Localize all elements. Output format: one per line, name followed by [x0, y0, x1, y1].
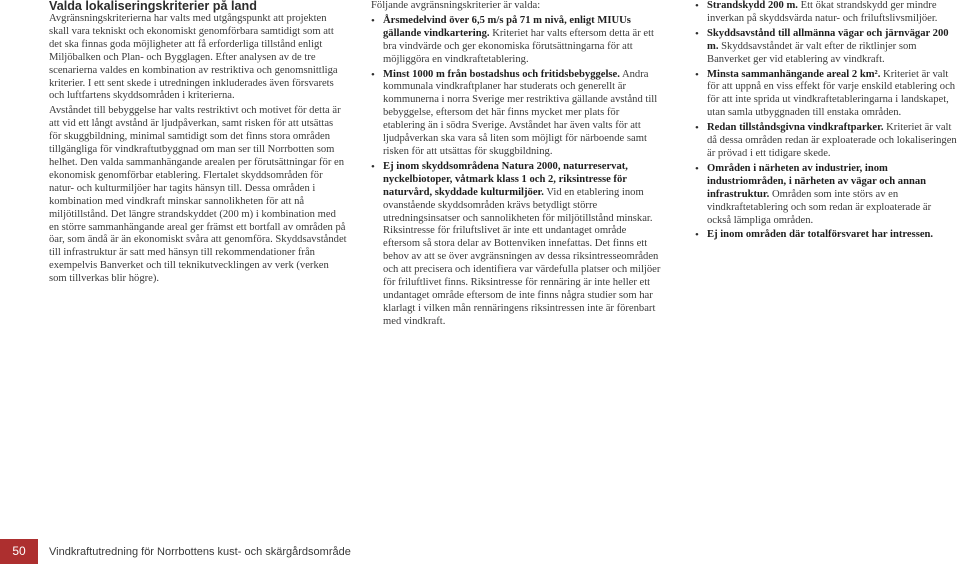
column-right: [695, 0, 957, 244]
criteria-list-item: [695, 28, 957, 67]
page-number: 50: [0, 539, 38, 564]
bullet-icon: •: [695, 229, 699, 242]
criteria-intro: Följande avgränsningskriterier är valda:: [371, 0, 541, 11]
criteria-title: Skyddsavstånd till allmänna vägar och järnvägar 200 m.: [707, 27, 949, 52]
criteria-list-item: [695, 163, 957, 228]
bullet-icon: •: [695, 0, 699, 12]
page-footer: [0, 539, 960, 564]
criteria-text: Områden som inte störs av en vindkraftetablering och som redan är exploaterade är också lämpliga områden.: [707, 188, 932, 226]
criteria-list-item: [695, 122, 957, 161]
criteria-title: Strandskydd 200 m.: [707, 0, 798, 11]
criteria-list-item: [695, 69, 957, 121]
criteria-text: Skyddsavståndet är valt efter de riktlinjer som Banverket ger vid etablering av vindkraft.: [707, 40, 917, 65]
criteria-text: Andra kommunala vindkraftplaner har studerats och generellt är kommunerna i norra Sverige mer restriktiva gällande avstånd till bebyggelse, eftersom det här finns mycket mer plats för etablering än i södra Sverige. Avståndet har även valts för att ljudpåverkan ska vara så liten som möjligt för närboende samt risken för att utsättas för skuggbildning.: [383, 68, 658, 157]
criteria-text: Kriteriet är valt då dessa områden redan är exploaterade och lokaliseringen är prövad i ett tidigare skede.: [707, 122, 957, 159]
body-paragraph: Avståndet till bebyggelse har valts restriktivt och motivet för detta är att vid ett långt avstånd är ljudpåverkan, samt risken för att utsättas för skuggbildning, minimal samtidigt som det finns stora områden tillgängliga för vindkraftutbyggnad om man ser till Norrbotten som helhet. Den valda sammanhängande arealen per förutsättningar för en ekonomisk genomförbar etablering. Flertalet skyddsområden för natur- och kulturmiljöer har tagits hänsyn till. Dessa områden i kombination med vindkraft minskar sannolikheten för att nå miljötillstånd. Det längre strandskyddet (200 m) i kombination med en större sammanhängande areal ger främst ett bortfall av områden på öar, som ändå är än ekonomiskt svåra att genomföra. Skyddsavståndet till infrastruktur är satt med hänsyn till rekommendationer från exempelvis Banverket och till teknikutvecklingen av verk (verken som tillverkas blir högre).: [49, 105, 347, 285]
criteria-text: Kriteriet har valts eftersom detta är ett bra vindvärde och ger ekonomiska förutsättningarna för att möjliggöra en vindkraftetablering.: [383, 27, 654, 65]
criteria-list-item: [695, 0, 957, 26]
criteria-text: Kriteriet är valt för att uppnå en viss effekt för varje enskild etablering och för att inte sprida ut vindkraftetableringarna i landskapet, utan samla utbyggnaden till enstaka områden.: [707, 68, 956, 119]
criteria-list-item: [371, 69, 662, 159]
body-paragraph: Avgränsningskriterierna har valts med utgångspunkt att projekten skall vara tekniskt och ekonomiskt genomförbara samtidigt som att det ska finnas goda möjligheter att få erforderliga tillstånd enligt Miljöbalken och Plan- och Bygglagen. Efter analysen av de tre scenarierna valdes en kombination av restriktiva och genomsnittliga kriterier. I ett sent skede i utredningen inkluderades även försvarets och luftfartens skyddsområden i kriterierna.: [49, 13, 338, 102]
criteria-list: [371, 15, 662, 329]
criteria-title: Minsta sammanhängande areal 2 km².: [707, 68, 881, 80]
criteria-title: Redan tillståndsgivna vindkraftparker.: [707, 122, 884, 134]
column-middle: [371, 0, 662, 331]
bullet-icon: •: [695, 162, 699, 175]
criteria-list-item: [371, 15, 662, 67]
criteria-list: [695, 0, 957, 242]
bullet-icon: •: [695, 122, 699, 135]
criteria-title: Ej inom skyddsområdena Natura 2000, naturreservat, nyckelbiotoper, våtmark klass 1 och 2, riksintresse för naturvård, skyddade kulturmiljöer.: [383, 160, 628, 198]
criteria-title: Årsmedelvind över 6,5 m/s på 71 m nivå, enligt MIUUs gällande vindkartering.: [383, 14, 631, 39]
column-left: [49, 0, 347, 286]
criteria-text: Vid en etablering inom ovanstående skyddsområden krävs betydligt större utredningsinsatser och sannolikheten för miljötillstånd minskar. Riksintresse för friluftslivet är inte ett undantaget område eftersom så stora delar av Bottenviken innefattas. Det finns ett behov av att se över avgränsningen av dessa riksintresseområden och att precisera och identifiera var värdefulla platser och miljöer för friluftlivet finns. Riksintresse för rennäring är inte heller ett undantaget område eftersom de inte finns några studier som har klarlagt i vilken mån rennäringens riksintressen inte är förenbart med vindkraft.: [383, 186, 661, 327]
bullet-icon: •: [371, 160, 375, 173]
bullet-icon: •: [695, 27, 699, 40]
bullet-icon: •: [371, 14, 375, 27]
criteria-title: Minst 1000 m från bostadshus och fritidsbebyggelse.: [383, 68, 620, 80]
criteria-text: Ett ökat strandskydd ger mindre inverkan på skyddsvärda natur- och friluftslivsmiljöer.: [707, 0, 938, 24]
criteria-list-item: [695, 229, 957, 242]
criteria-title: Områden i närheten av industrier, inom industriområden, i närheten av vägar och annan infrastruktur.: [707, 162, 927, 200]
bullet-icon: •: [371, 68, 375, 81]
bullet-icon: •: [695, 68, 699, 81]
section-heading: Valda lokaliseringskriterier på land: [49, 0, 257, 13]
criteria-title: Ej inom områden där totalförsvaret har intressen.: [707, 229, 934, 241]
document-title: Vindkraftutredning för Norrbottens kust- och skärgårdsområde: [49, 546, 351, 558]
criteria-list-item: [371, 161, 662, 329]
